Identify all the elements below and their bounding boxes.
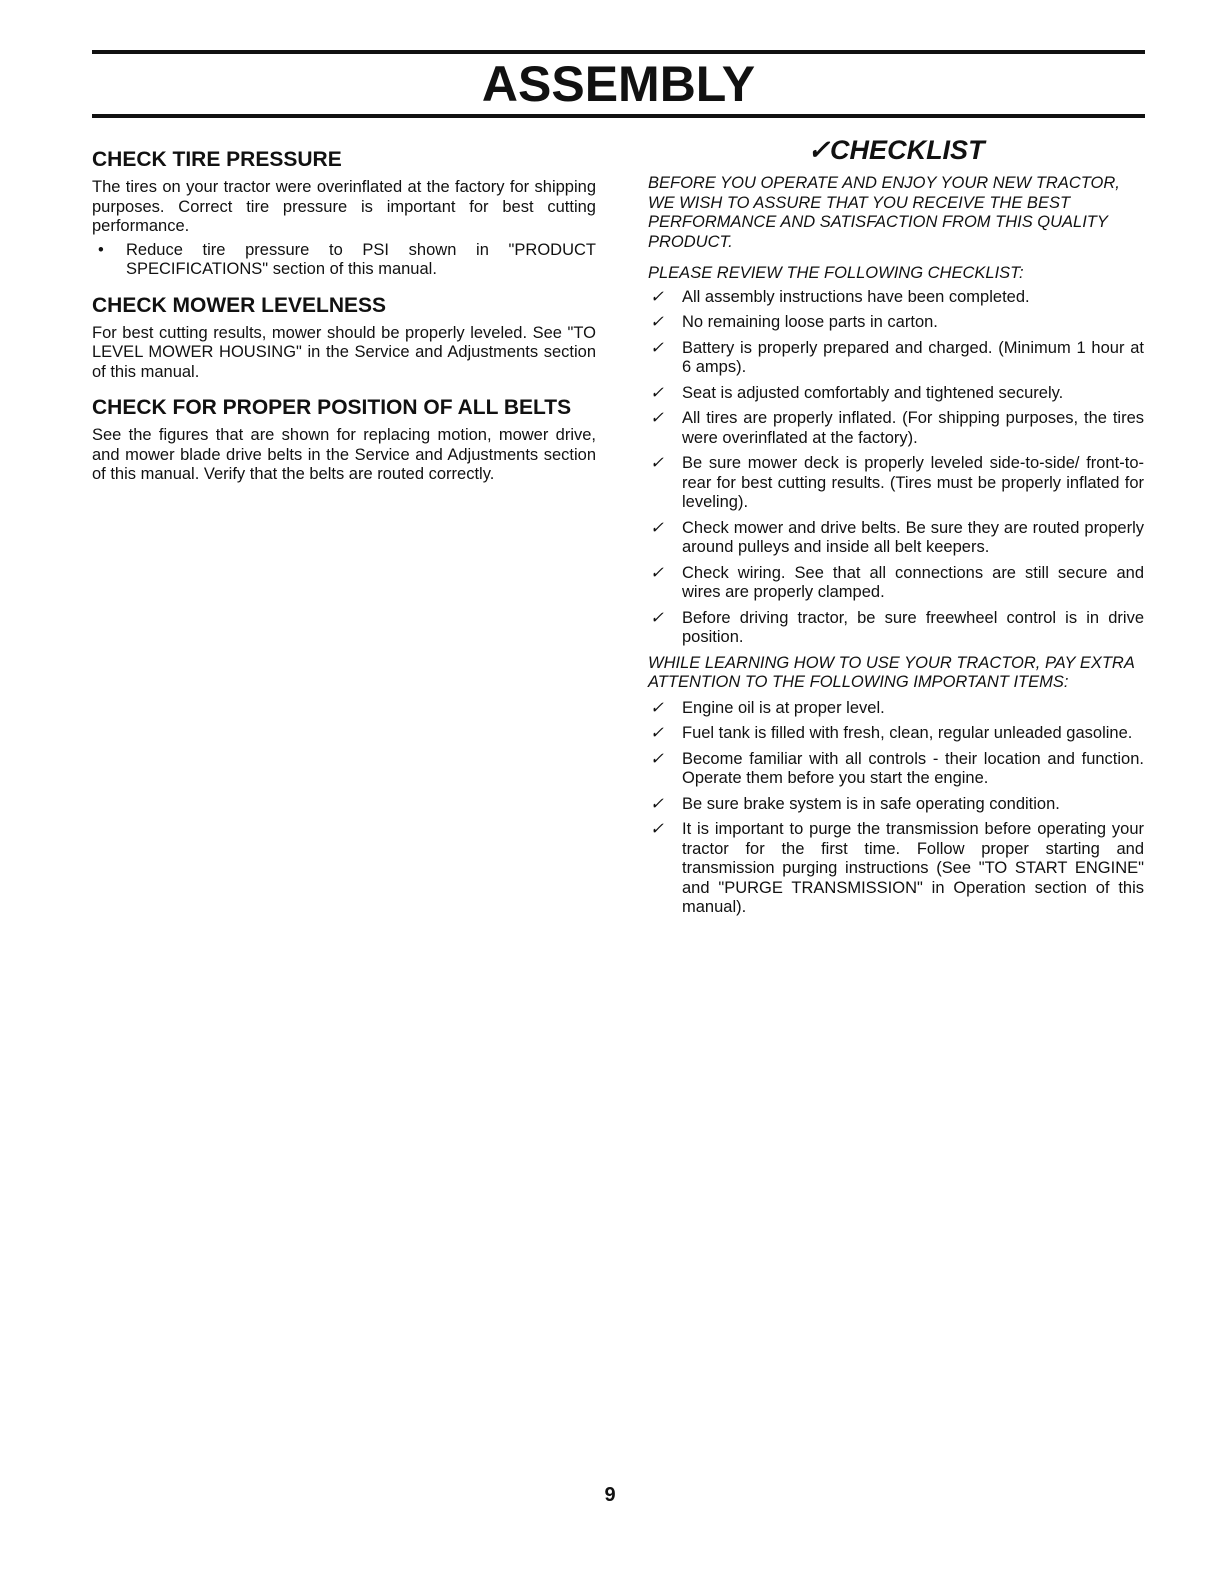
check-mark-icon: ✓ xyxy=(650,820,664,838)
bullet-item xyxy=(92,241,596,280)
check-mark-icon: ✓ xyxy=(650,563,664,582)
section-heading: CHECK FOR PROPER POSITION OF ALL BELTS xyxy=(92,396,572,419)
section-mower-levelness xyxy=(92,294,596,383)
checklist-review-heading: PLEASE REVIEW THE FOLLOWING CHECKLIST: xyxy=(648,264,1024,282)
section-tire-pressure xyxy=(92,148,596,280)
bullet-dot-icon: • xyxy=(98,240,104,259)
important-item: ✓ Engine oil is at proper level. xyxy=(650,698,885,717)
checklist-item: ✓ Before driving tractor, be sure freewheel control is in drive position. xyxy=(650,608,1144,646)
left-column xyxy=(92,148,596,485)
important-item: ✓ Be sure brake system is in safe operating condition. xyxy=(650,794,1060,813)
important-item: ✓ Become familiar with all controls - their location and function. Operate them before you start the engine. xyxy=(650,749,1144,787)
check-mark-icon: ✓ xyxy=(650,698,664,717)
checklist-item: ✓ Check mower and drive belts. Be sure they are routed properly around pulleys and inside all belt keepers. xyxy=(650,518,1144,556)
section-heading: CHECK TIRE PRESSURE xyxy=(92,148,342,171)
bottom-rule xyxy=(92,114,1145,118)
check-mark-icon: ✓ xyxy=(650,749,664,768)
checklist-item: ✓ No remaining loose parts in carton. xyxy=(650,313,938,331)
section-belt-position xyxy=(92,396,596,485)
page-number: 9 xyxy=(604,1484,616,1506)
important-item: ✓ Fuel tank is filled with fresh, clean, regular unleaded gasoline. xyxy=(650,724,1133,742)
check-mark-icon: ✓ xyxy=(650,454,664,472)
important-items xyxy=(648,699,1144,918)
check-mark-icon: ✓ xyxy=(650,313,664,331)
check-mark-icon: ✓ xyxy=(650,338,664,357)
checklist-items xyxy=(648,288,1144,648)
check-mark-icon: ✓ xyxy=(650,518,664,537)
section-body: The tires on your tractor were overinflated at the factory for shipping purposes. Correct tire pressure is important for best cutting performance. xyxy=(92,178,596,235)
check-mark-icon: ✓ xyxy=(650,794,664,813)
check-mark-icon: ✓ xyxy=(650,608,664,627)
check-mark-icon: ✓ xyxy=(650,287,664,306)
page-title: ASSEMBLY xyxy=(481,56,756,112)
important-item: ✓ It is important to purge the transmission before operating your tractor for the first time. Follow proper starting and transmission purging instructions (See "TO START ENGINE" and "PURGE TRANSMISSION" in Operation section of this manual). xyxy=(650,820,1144,916)
checklist-item: ✓ Seat is adjusted comfortably and tightened securely. xyxy=(650,383,1064,402)
checklist-item: ✓ Be sure mower deck is properly leveled side-to-side/ front-to-rear for best cutting results. (Tires must be properly inflated for leveling). xyxy=(650,454,1144,511)
checklist-item: ✓ Battery is properly prepared and charged. (Minimum 1 hour at 6 amps). xyxy=(650,338,1144,376)
checklist-intro: BEFORE YOU OPERATE AND ENJOY YOUR NEW TRACTOR, WE WISH TO ASSURE THAT YOU RECEIVE THE BEST PERFORMANCE AND SATISFACTION FROM THIS QUALITY PRODUCT. xyxy=(648,174,1120,251)
checklist-item: ✓ All tires are properly inflated. (For shipping purposes, the tires were overinflated at the factory). xyxy=(650,409,1144,447)
section-body: For best cutting results, mower should be properly leveled. See "TO LEVEL MOWER HOUSING" in the Service and Adjustments section of this manual. xyxy=(92,323,596,381)
section-body: See the figures that are shown for replacing motion, mower drive, and mower blade drive belts in the Service and Adjustments section of this manual. Verify that the belts are routed correctly. xyxy=(92,426,596,483)
learning-heading: WHILE LEARNING HOW TO USE YOUR TRACTOR, PAY EXTRA ATTENTION TO THE FOLLOWING IMPORTANT ITEMS: xyxy=(648,653,1135,691)
check-mark-icon: ✓ xyxy=(650,383,664,402)
section-heading: CHECK MOWER LEVELNESS xyxy=(92,293,387,317)
checklist-item: ✓ All assembly instructions have been completed. xyxy=(650,287,1030,306)
check-mark-icon: ✓ xyxy=(650,409,664,427)
checklist-item: ✓ Check wiring. See that all connections are still secure and wires are properly clamped. xyxy=(650,563,1144,601)
check-mark-icon: ✓ xyxy=(650,724,664,742)
bullet-text: Reduce tire pressure to PSI shown in "PRODUCT SPECIFICATIONS" section of this manual. xyxy=(126,240,596,278)
checklist-title: ✓CHECKLIST xyxy=(807,135,985,165)
checklist-column xyxy=(648,134,1144,924)
